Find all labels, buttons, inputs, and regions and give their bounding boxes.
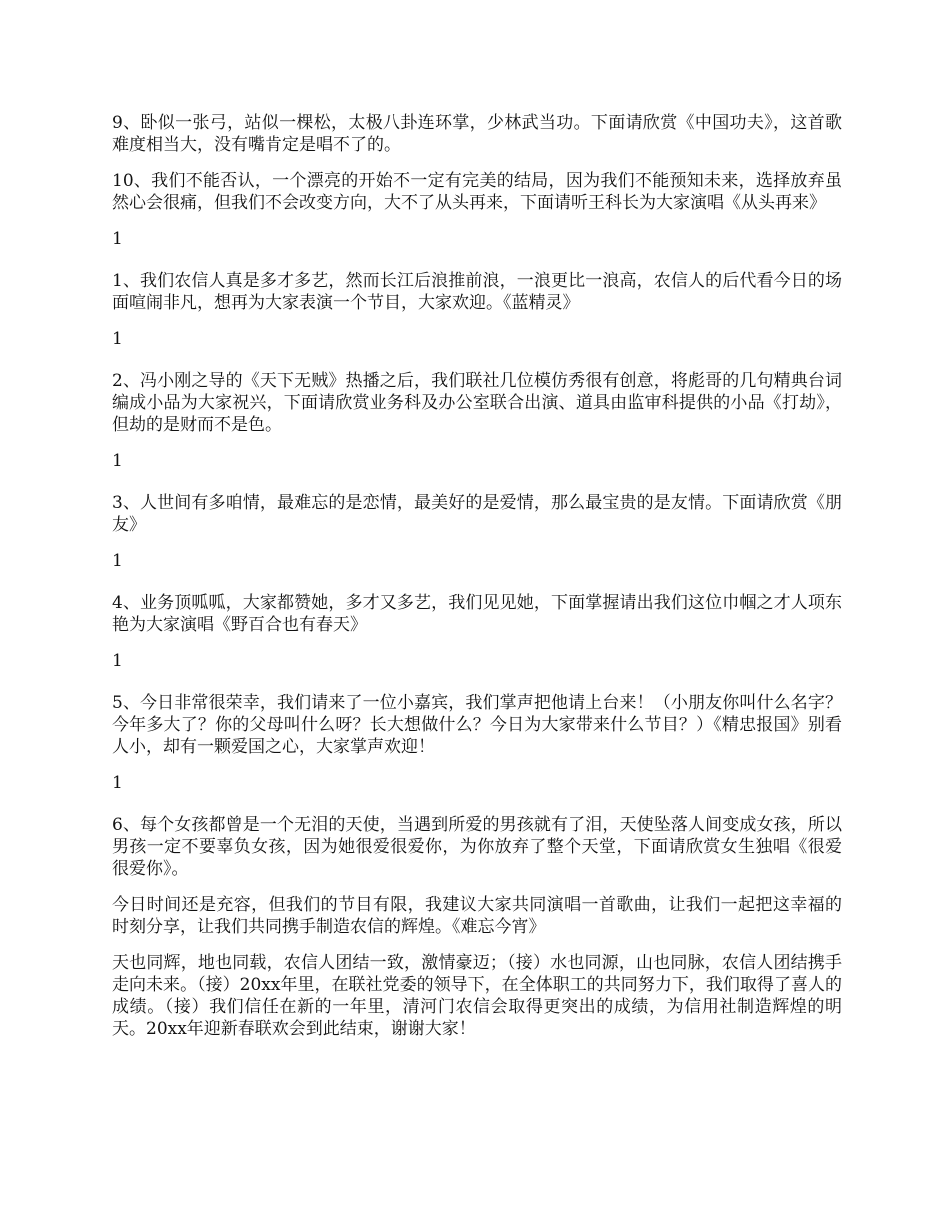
- page-number-marker: 1: [112, 451, 123, 471]
- page-number-marker: 1: [112, 229, 123, 249]
- document-page: [112, 112, 842, 1054]
- paragraph-9: 9、卧似一张弓，站似一棵松，太极八卦连环掌，少林武当功。下面请欣赏《中国功夫》，这首歌难度相当大，没有嘴肯定是唱不了的。: [112, 113, 842, 155]
- paragraph-3: 3、人世间有多咱情，最难忘的是恋情，最美好的是爱情，那么最宝贵的是友情。下面请欣赏《朋友》: [112, 493, 842, 535]
- paragraph-closing-remarks: 天也同辉，地也同载，农信人团结一致，激情豪迈；（接）水也同源，山也同脉，农信人团结携手走向未来。（接）20xx年里，在联社党委的领导下，在全体职工的共同努力下，我们取得了喜人的成绩。（接）我们信任在新的一年里，清河门农信会取得更突出的成绩，为信用社制造辉煌的明天。20xx年迎新春联欢会到此结束，谢谢大家！: [112, 953, 842, 1039]
- paragraph-6: 6、每个女孩都曾是一个无泪的天使，当遇到所爱的男孩就有了泪，天使坠落人间变成女孩，所以男孩一定不要辜负女孩，因为她很爱很爱你，为你放弃了整个天堂，下面请欣赏女生独唱《很爱很爱你》。: [112, 815, 842, 879]
- page-number-marker: 1: [112, 773, 123, 793]
- paragraph-1: 1、我们农信人真是多才多艺，然而长江后浪推前浪，一浪更比一浪高，农信人的后代看今日的场面喧闹非凡，想再为大家表演一个节目，大家欢迎。《蓝精灵》: [112, 271, 842, 313]
- paragraph-10: 10、我们不能否认，一个漂亮的开始不一定有完美的结局，因为我们不能预知未来，选择放弃虽然心会很痛，但我们不会改变方向，大不了从头再来，下面请听王科长为大家演唱《从头再来》: [112, 171, 842, 213]
- paragraph-2: 2、冯小刚之导的《天下无贼》热播之后，我们联社几位模仿秀很有创意，将彪哥的几句精典台词编成小品为大家祝兴，下面请欣赏业务科及办公室联合出演、道具由监审科提供的小品《打劫》，但劫的是财而不是色。: [112, 371, 842, 435]
- page-number-marker: 1: [112, 551, 123, 571]
- page-number-marker: 1: [112, 651, 123, 671]
- paragraph-closing-song: 今日时间还是充容，但我们的节目有限，我建议大家共同演唱一首歌曲，让我们一起把这幸福的时刻分享，让我们共同携手制造农信的辉煌。《难忘今宵》: [112, 895, 842, 937]
- paragraph-5: 5、今日非常很荣幸，我们请来了一位小嘉宾，我们掌声把他请上台来！（小朋友你叫什么名字？今年多大了？你的父母叫什么呀？长大想做什么？今日为大家带来什么节目？）《精忠报国》别看人小，却有一颗爱国之心，大家掌声欢迎！: [112, 693, 842, 757]
- paragraph-4: 4、业务顶呱呱，大家都赞她，多才又多艺，我们见见她，下面掌握请出我们这位巾帼之才人项东艳为大家演唱《野百合也有春天》: [112, 593, 842, 635]
- page-number-marker: 1: [112, 329, 123, 349]
